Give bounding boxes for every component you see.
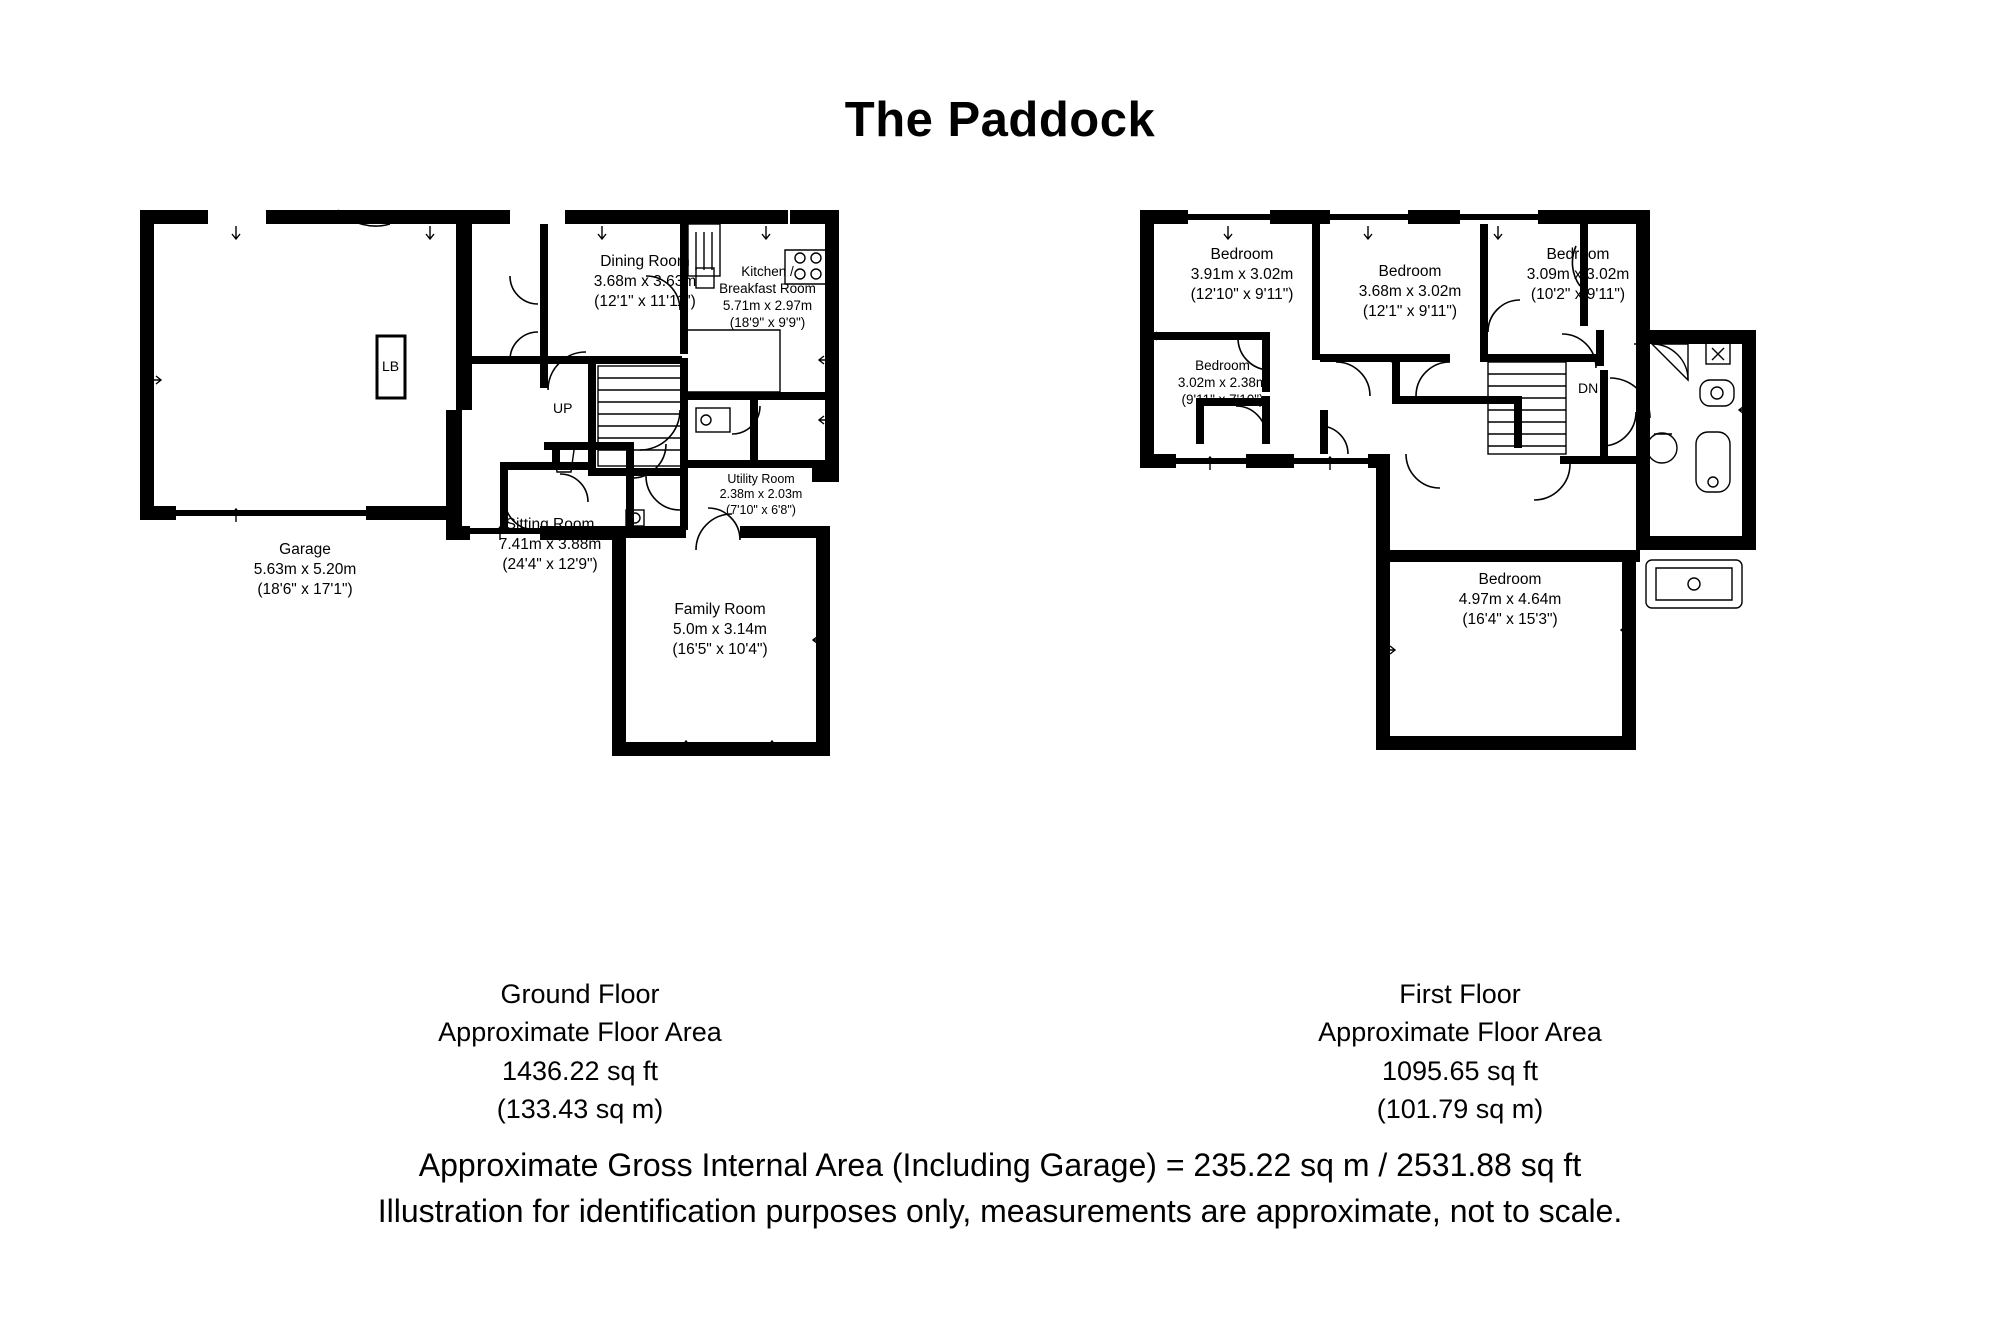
disclaimer-text: Illustration for identification purposes only, measurements are approximate, not to scale.	[377, 1193, 1623, 1230]
ground-floor-name: Ground Floor	[500, 979, 660, 1009]
first-floor-plan	[1140, 210, 1960, 940]
room-label-utility-room: Utility Room 2.38m x 2.03m (7'10" x 6'8")	[719, 472, 803, 517]
gross-internal-area-text: Approximate Gross Internal Area (Including Garage) = 235.22 sq m / 2531.88 sq ft	[418, 1147, 1582, 1183]
first-floor-caption	[1080, 975, 1840, 1128]
room-label-bedroom-5: Bedroom 4.97m x 4.64m (16'4" x 15'3")	[1458, 571, 1562, 628]
first-floor-area-sqm: (101.79 sq m)	[1376, 1093, 1544, 1124]
ground-floor-plan	[140, 210, 1060, 940]
room-label-sitting-room: Sitting Room 7.41m x 3.88m (24'4" x 12'9")	[498, 516, 602, 573]
room-label-kitchen-breakfast-room: Kitchen / Breakfast Room 5.71m x 2.97m (18'9" x 9'9")	[719, 264, 816, 330]
ground-floor-area-sqft: 1436.22 sq ft	[501, 1055, 659, 1086]
ground-floor-area-label: Approximate Floor Area	[438, 1017, 722, 1048]
first-floor-area-label: Approximate Floor Area	[1318, 1017, 1602, 1048]
room-label-bedroom-1: Bedroom 3.91m x 3.02m (12'10" x 9'11")	[1190, 246, 1294, 303]
label-stairs-up: UP	[553, 400, 573, 416]
room-label-family-room: Family Room 5.0m x 3.14m (16'5" x 10'4")	[672, 601, 768, 658]
label-lb-cupboard: LB	[382, 358, 400, 374]
room-label-dining-room: Dining Room 3.68m x 3.63m (12'1" x 11'11")	[593, 253, 697, 310]
room-label-bedroom-3: Bedroom 3.09m x 3.02m (10'2" x 9'11")	[1526, 246, 1630, 303]
ground-floor-caption	[200, 975, 960, 1128]
room-label-garage: Garage 5.63m x 5.20m (18'6" x 17'1")	[253, 541, 357, 598]
page-title: The Paddock	[844, 93, 1156, 147]
room-label-bedroom-4: Bedroom 3.02m x 2.38m (9'11" x 7'10")	[1177, 358, 1268, 407]
first-floor-name: First Floor	[1399, 979, 1521, 1009]
ground-floor-area-sqm: (133.43 sq m)	[496, 1093, 664, 1124]
first-floor-area-sqft: 1095.65 sq ft	[1381, 1055, 1539, 1086]
room-label-bedroom-2: Bedroom 3.68m x 3.02m (12'1" x 9'11")	[1358, 263, 1462, 320]
summary-block	[0, 1142, 2000, 1235]
label-stairs-dn: DN	[1578, 380, 1599, 396]
